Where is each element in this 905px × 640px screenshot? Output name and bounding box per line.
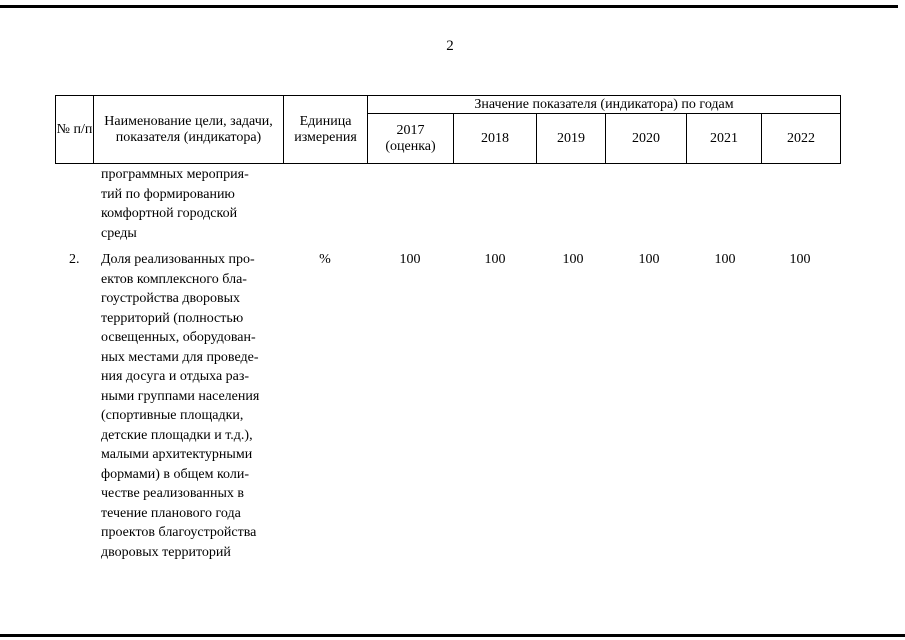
text-line: ектов комплексного бла- (101, 271, 247, 287)
text-line: Доля реализованных про- (101, 252, 255, 267)
text-line: освещенных, оборудован- (101, 330, 256, 345)
bottom-border-line (0, 634, 905, 637)
text-line: (спортивные площадки, (101, 408, 244, 423)
page-number: 2 (446, 38, 454, 54)
text-line: проектов благоустройства (101, 525, 257, 540)
header-name: Наименование цели, задачи, показателя (индикатора) (94, 96, 284, 164)
value-2022: 100 (789, 252, 811, 267)
value-2018: 100 (484, 252, 506, 267)
unit-value: % (319, 252, 331, 267)
text-line: среды (101, 225, 137, 241)
text-line: дворовых территорий (101, 544, 231, 560)
continuation-text (101, 165, 277, 243)
header-year-2022: 2022 (762, 114, 841, 164)
header-num: № п/п (56, 96, 94, 164)
value-2021: 100 (714, 252, 736, 267)
text-line: территорий (полностью (101, 310, 244, 326)
text-line: ных местами для проведе- (101, 349, 259, 365)
text-line: течение планового года (101, 505, 241, 521)
year-label: 2017 (396, 122, 425, 138)
text-line: программных мероприя- (101, 167, 249, 182)
top-border-line (0, 5, 898, 8)
value-2019: 100 (562, 252, 584, 267)
text-line: честве реализованных в (101, 486, 244, 501)
header-year-2018: 2018 (454, 114, 537, 164)
value-2017: 100 (399, 252, 421, 267)
text-line: тий по формированию (101, 186, 235, 202)
text-line: ния досуга и отдыха раз- (101, 369, 250, 384)
header-year-2019: 2019 (537, 114, 606, 164)
text-line: детские площадки и т.д.), (101, 427, 253, 443)
header-year-2021: 2021 (687, 114, 762, 164)
indicator-table-header (55, 95, 841, 164)
header-year-2017 (368, 114, 454, 164)
text-line: формами) в общем коли- (101, 466, 249, 482)
header-year-2020: 2020 (606, 114, 687, 164)
year-note: (оценка) (385, 138, 436, 154)
text-line: ными группами населения (101, 388, 260, 404)
text-line: малыми архитектурными (101, 447, 253, 462)
value-2020: 100 (638, 252, 660, 267)
header-years-group: Значение показателя (индикатора) по годам (368, 96, 841, 114)
row-number: 2. (69, 252, 80, 267)
header-unit: Единица измерения (284, 96, 368, 164)
text-line: комфортной городской (101, 206, 238, 221)
text-line: гоустройства дворовых (101, 291, 240, 306)
indicator-name (101, 250, 277, 562)
